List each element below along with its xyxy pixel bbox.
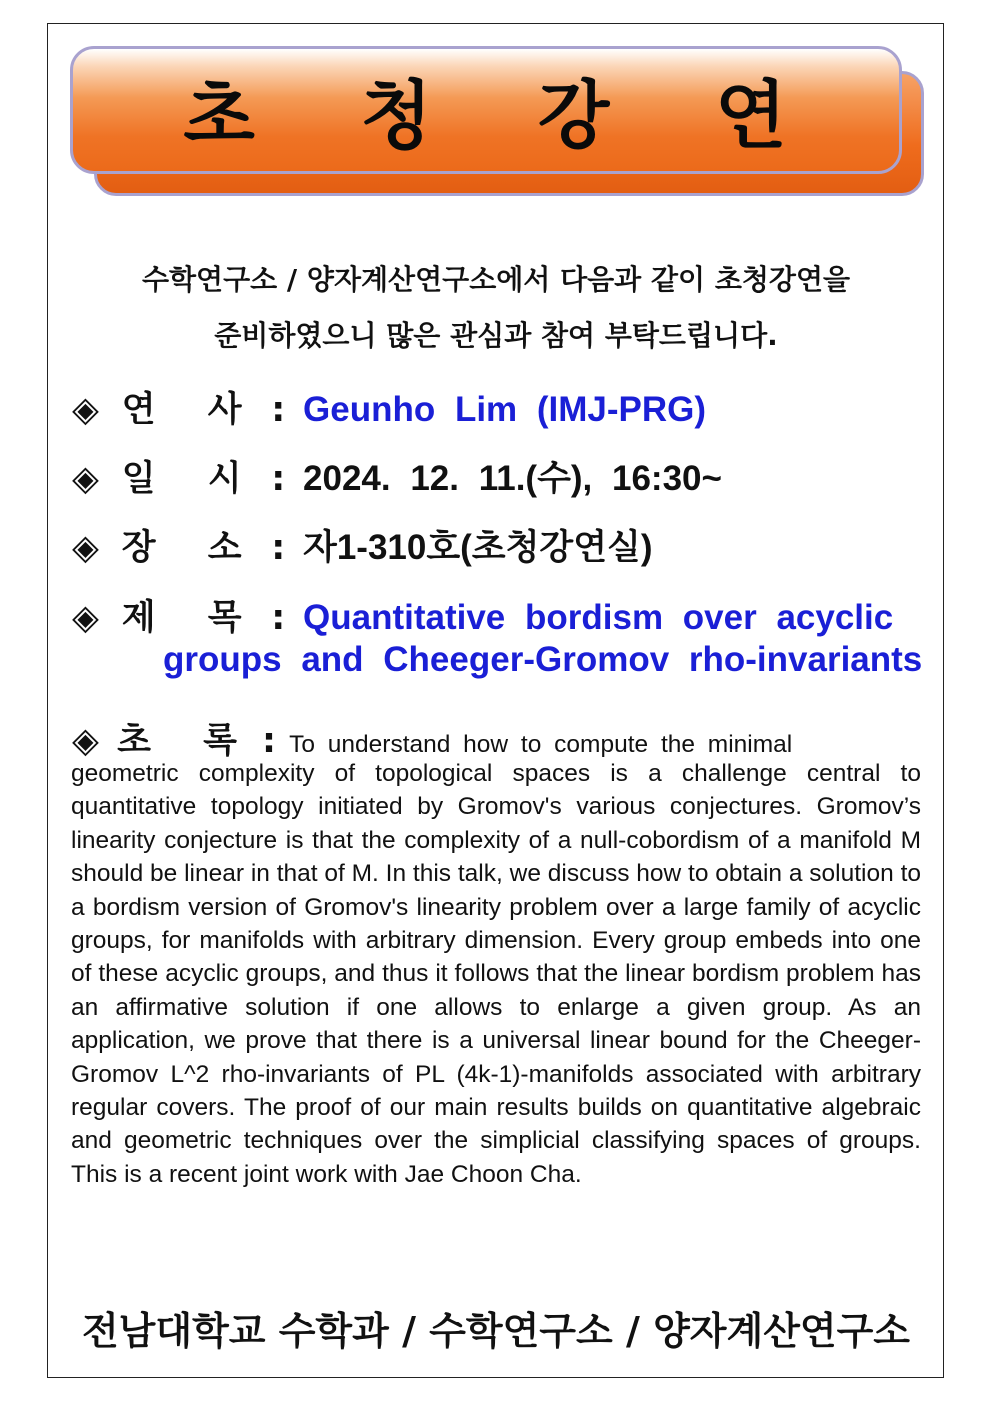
speaker-value: Geunho Lim (IMJ-PRG) xyxy=(303,390,707,429)
datetime-value: 2024. 12. 11.(수), 16:30~ xyxy=(303,459,722,498)
title-banner xyxy=(70,46,902,174)
datetime-label: 일 시 xyxy=(121,459,262,499)
colon: : xyxy=(271,528,286,568)
abstract-header xyxy=(72,713,792,763)
abstract-first-line: To understand how to compute the minimal xyxy=(289,731,793,758)
intro-line-2: 준비하였으니 많은 관심과 참여 부탁드립니다. xyxy=(214,319,778,352)
title-label: 제 목 xyxy=(121,598,262,638)
abstract-label: 초 록 xyxy=(117,721,257,761)
abstract-body: geometric complexity of topological spaces is a challenge central to quantitative topology initiated by Gromov's various conjectures. Gromov’s linearity conjecture is that the complexity of a null-cobordism of a manifold M should be linear in that of M. In this talk, we discuss how to obtain a solution to a bordism version of Gromov's linearity problem over a large family of acyclic groups, for manifolds with arbitrary dimension. Every group embeds into one of these acyclic groups, and thus it follows that the linear bordism problem has an affirmative solution if one allows to enlarge a given group. As an application, we prove that there is a universal linear bound for the Cheeger-Gromov L^2 rho-invariants of PL (4k-1)-manifolds associated with arbitrary regular covers. The proof of our main results builds on quantitative algebraic and geometric techniques over the simplicial classifying spaces of groups. This is a recent joint work with Jae Choon Cha. xyxy=(71,760,921,1188)
intro-text xyxy=(60,252,932,364)
speaker-label: 연 사 xyxy=(121,390,262,430)
colon: : xyxy=(262,721,276,761)
diamond-bullet-icon: ◈ xyxy=(72,459,99,499)
speaker-row xyxy=(72,382,932,432)
intro-line-1: 수학연구소 / 양자계산연구소에서 다음과 같이 초청강연을 xyxy=(141,263,851,296)
diamond-bullet-icon: ◈ xyxy=(72,721,99,761)
colon: : xyxy=(271,598,286,638)
colon: : xyxy=(271,459,286,499)
talk-title-line-1: Quantitative bordism over acyclic xyxy=(303,598,894,637)
banner-title: 초 청 강 연 xyxy=(183,73,827,159)
footer-organization: 전남대학교 수학과 / 수학연구소 / 양자계산연구소 xyxy=(81,1309,911,1353)
diamond-bullet-icon: ◈ xyxy=(72,528,99,568)
title-row xyxy=(72,590,932,640)
place-value: 자1-310호(초청강연실) xyxy=(303,528,653,567)
talk-title-line-2: groups and Cheeger-Gromov rho-invariants xyxy=(163,640,923,679)
datetime-row xyxy=(72,451,932,501)
colon: : xyxy=(271,390,286,430)
place-label: 장 소 xyxy=(121,528,262,568)
place-row xyxy=(72,520,932,570)
diamond-bullet-icon: ◈ xyxy=(72,598,99,638)
diamond-bullet-icon: ◈ xyxy=(72,390,99,430)
